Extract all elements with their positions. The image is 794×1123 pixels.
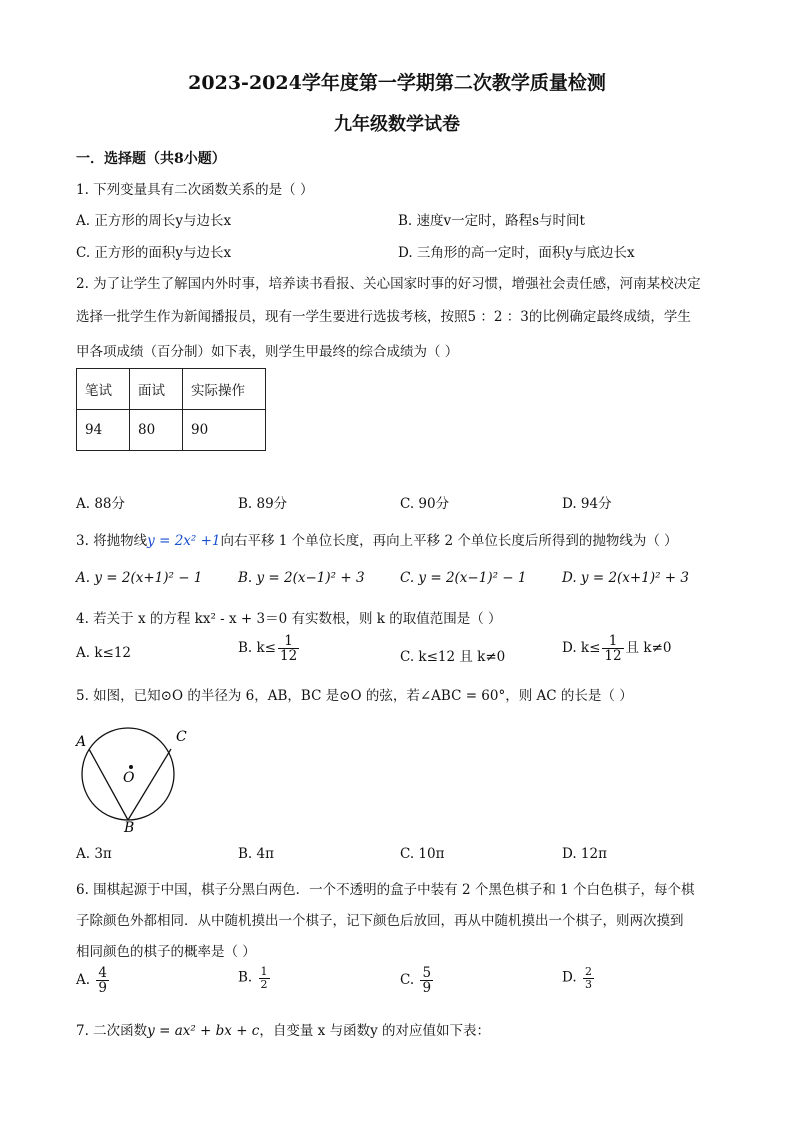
table-cell: 80	[130, 410, 183, 451]
table-row	[77, 410, 266, 451]
section-heading: 一．选择题（共8小题）	[76, 151, 226, 167]
q4-option-d-label: D. k≤	[562, 640, 601, 657]
fraction	[583, 966, 594, 990]
q2-option-b: B. 89分	[238, 496, 288, 512]
exam-title: 2023-2024学年度第一学期第二次教学质量检测	[188, 72, 606, 94]
q4-option-d-suffix: 且 k≠0	[625, 640, 672, 657]
fraction	[96, 966, 109, 995]
q4-option-d	[562, 634, 671, 663]
q1-option-c: C. 正方形的面积y与边长x	[76, 245, 232, 261]
fraction-denominator: 12	[604, 648, 622, 665]
q5-option-c: C. 10π	[400, 846, 445, 862]
point-label-b: B	[124, 820, 135, 836]
fraction-numerator: 1	[602, 634, 623, 649]
fraction-numerator: 1	[278, 634, 299, 649]
q3-option-d: D. y = 2(x+1)² + 3	[562, 570, 689, 586]
q2-option-c: C. 90分	[400, 496, 450, 512]
option-label: A.	[76, 972, 91, 989]
exam-subtitle: 九年级数学试卷	[334, 114, 460, 135]
q6-line-2: 子除颜色外都相同．从中随机摸出一个棋子，记下颜色后放回，再从中随机摸出一个棋子，则两次摸到	[76, 913, 684, 929]
q6-option-c	[400, 966, 435, 995]
q7-stem-suffix: ，自变量 x 与函数y 的对应值如下表：	[259, 1023, 490, 1039]
fraction-numerator: 4	[98, 965, 107, 981]
fraction-numerator: 1	[260, 965, 268, 978]
q1-option-b: B. 速度v一定时，路程s与时间t	[398, 213, 585, 229]
table-header-cell: 笔试	[77, 369, 130, 410]
point-label-c: C	[176, 729, 187, 745]
fraction-denominator: 12	[280, 648, 298, 665]
q3-stem	[76, 529, 678, 549]
q5-option-a: A. 3π	[76, 846, 112, 862]
q4-option-b-label: B. k≤	[238, 640, 276, 657]
fraction	[278, 634, 299, 663]
q6-option-a	[76, 966, 111, 995]
table-header-cell: 实际操作	[183, 369, 266, 410]
q1-option-d: D. 三角形的高一定时，面积y与底边长x	[398, 245, 635, 261]
score-table	[76, 368, 266, 451]
circle-diagram	[70, 724, 200, 836]
fraction-denominator: 9	[422, 980, 432, 997]
q3-parabola-equation: y = 2x² +1	[147, 533, 221, 549]
q4-option-b	[238, 634, 301, 663]
q3-option-a: A. y = 2(x+1)² − 1	[76, 570, 203, 586]
fraction	[259, 966, 270, 990]
point-label-o: O	[123, 770, 135, 786]
q6-line-1: 6. 围棋起源于中国，棋子分黑白两色．一个不透明的盒子中装有 2 个黑色棋子和 1 个白色棋子，每个棋	[76, 882, 695, 898]
q7-stem-prefix: 7. 二次函数	[76, 1023, 148, 1039]
q2-line-3: 甲各项成绩（百分制）如下表，则学生甲最终的综合成绩为（ ）	[76, 344, 459, 360]
option-label: B.	[238, 969, 253, 986]
q4-option-a: A. k≤12	[76, 645, 132, 661]
q5-option-d: D. 12π	[562, 846, 607, 862]
q3-stem-prefix: 3. 将抛物线	[76, 533, 148, 549]
table-header-cell: 面试	[130, 369, 183, 410]
fraction-denominator: 2	[260, 977, 268, 991]
center-point	[129, 765, 133, 769]
fraction-denominator: 9	[98, 980, 107, 997]
q4-option-c: C. k≤12 且 k≠0	[400, 649, 506, 665]
q1-stem: 1. 下列变量具有二次函数关系的是（ ）	[76, 182, 314, 198]
q2-line-1: 2. 为了让学生了解国内外时事，培养读书看报、关心国家时事的好习惯，增强社会责任感，河南某校决定	[76, 276, 701, 292]
table-cell: 94	[77, 410, 130, 451]
fraction	[420, 966, 433, 995]
q2-line-2: 选择一批学生作为新闻播报员，现有一学生要进行选拔考核，按照5 ：2 ：3的比例确定最终成绩，学生	[76, 309, 691, 325]
fraction-numerator: 5	[422, 965, 432, 981]
fraction	[602, 634, 623, 663]
q5-option-b: B. 4π	[238, 846, 274, 862]
q6-line-3: 相同颜色的棋子的概率是（ ）	[76, 944, 256, 960]
fraction-denominator: 3	[584, 977, 592, 991]
q3-stem-suffix: 向右平移 1 个单位长度，再向上平移 2 个单位长度后所得到的抛物线为（ ）	[220, 533, 678, 549]
q2-option-a: A. 88分	[76, 496, 126, 512]
q3-option-c: C. y = 2(x−1)² − 1	[400, 570, 527, 586]
q6-option-d	[562, 966, 596, 990]
table-header-row	[77, 369, 266, 410]
point-label-a: A	[76, 734, 87, 750]
q2-option-d: D. 94分	[562, 496, 612, 512]
q3-option-b: B. y = 2(x−1)² + 3	[238, 570, 365, 586]
q1-option-a: A. 正方形的周长y与边长x	[76, 213, 232, 229]
option-label: D.	[562, 969, 577, 986]
q6-option-b	[238, 966, 272, 990]
q4-stem: 4. 若关于 x 的方程 kx² - x + 3＝0 有实数根，则 k 的取值范围是（ ）	[76, 611, 502, 627]
q5-stem: 5. 如图，已知⊙O 的半径为 6，AB，BC 是⊙O 的弦，若∠ABC = 60°，则 AC 的长是（ ）	[76, 688, 633, 704]
q7-function-equation: y = ax² + bx + c	[147, 1023, 260, 1039]
q7-stem	[76, 1019, 490, 1039]
table-cell: 90	[183, 410, 266, 451]
option-label: C.	[400, 972, 415, 989]
fraction-numerator: 2	[584, 965, 592, 978]
